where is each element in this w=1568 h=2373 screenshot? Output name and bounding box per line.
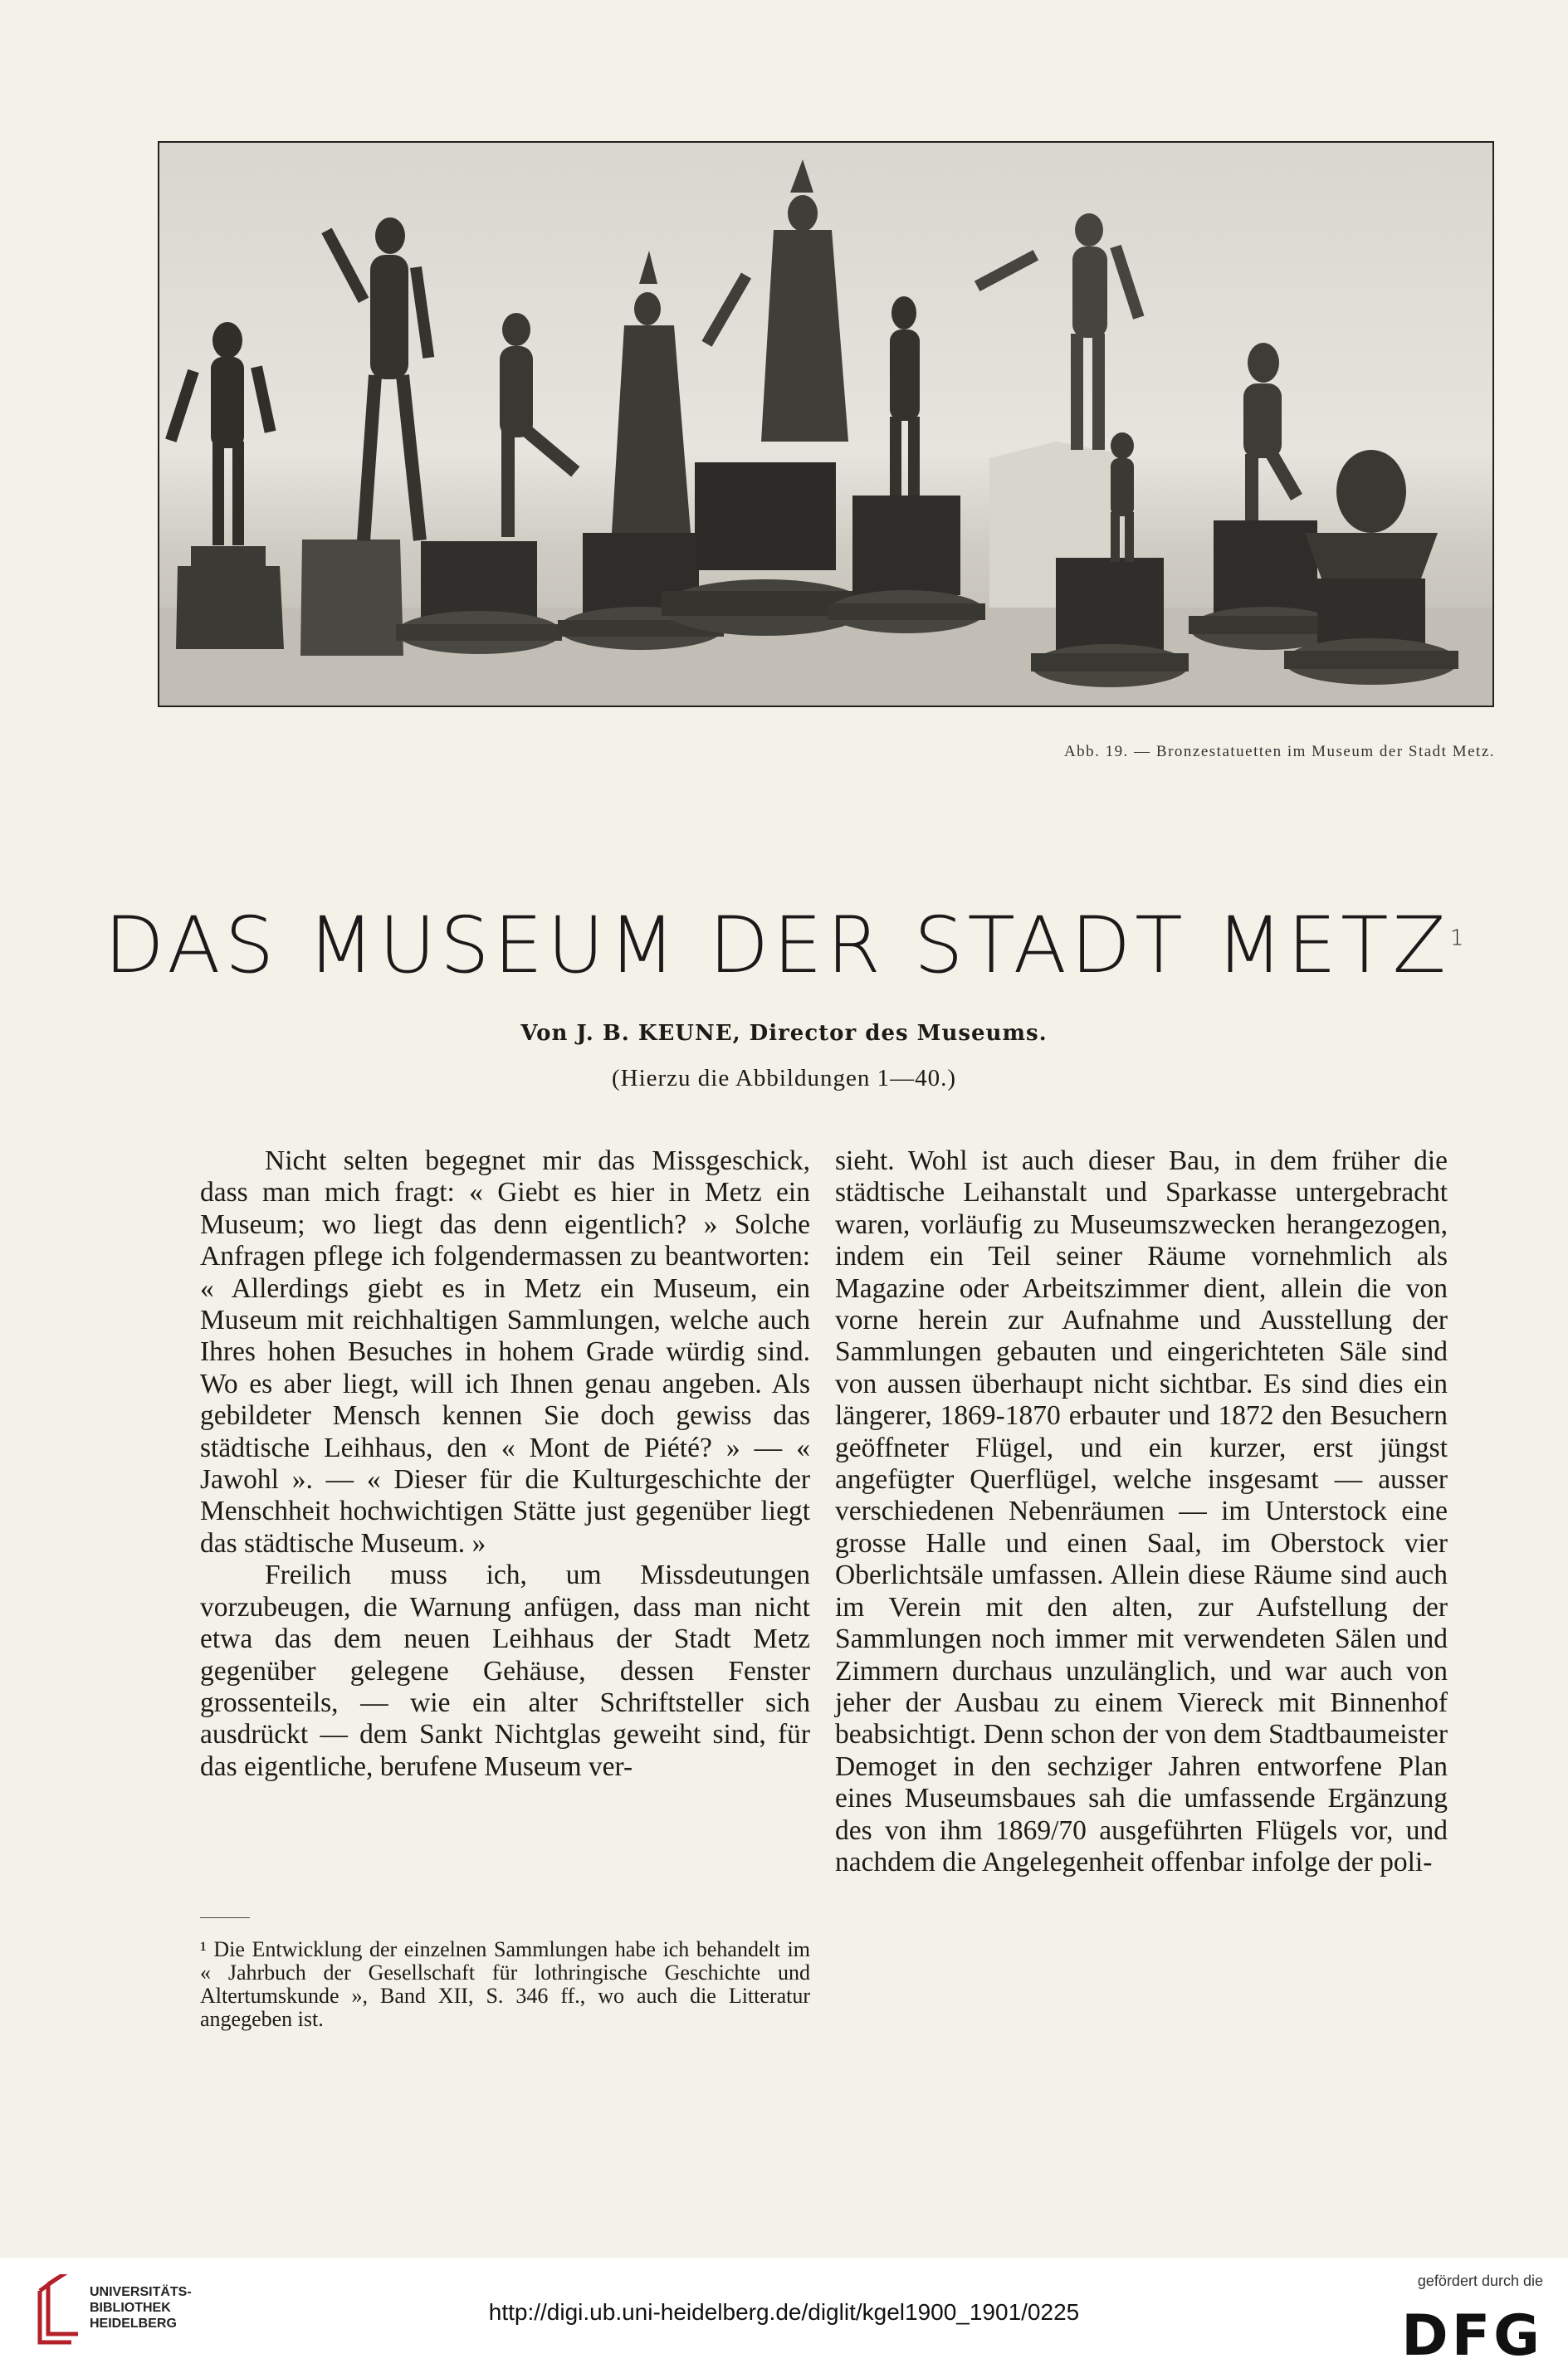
footnote: ¹ Die Entwicklung der einzelnen Sammlungen habe ich behandelt im « Jahrbuch der Gesellschaft für lothringische Geschichte und Altertumskunde », Band XII, S. 346 ff., wo auch die Litteratur angegeben ist.	[200, 1937, 810, 2031]
library-line: BIBLIOTHEK	[90, 2301, 171, 2315]
article-title	[0, 901, 1568, 991]
paragraph: Freilich muss ich, um Missdeutungen vorzubeugen, die Warnung anfügen, dass man nicht etwa das dem neuen Leihhaus der Stadt Metz gegenüber gelegene Gehäuse, dessen Fenster grossenteils, — wie ein alter Schriftsteller sich ausdrückt — dem Sankt Nichtglas geweiht sind, für das eigentliche, berufene Museum ver-	[200, 1560, 810, 1782]
paragraph: Nicht selten begegnet mir das Missgeschick, dass man mich fragt: « Giebt es hier in Metz ein Museum; wo liegt das denn eigentlich? » Solche Anfragen pflege ich folgendermassen zu beantworten: « Allerdings giebt es in Metz ein Museum, ein Museum mit reichhaltigen Sammlungen, welche auch Ihres hohen Besuches in hohem Grade würdig sind. Wo es aber liegt, will ich Ihnen genau angeben. Als gebildeter Mensch kennen Sie doch gewiss das städtische Leihhaus, den « Mont de Piété? » — « Jawohl ». — « Dieser für die Kulturgeschichte der Menschheit hochwichtigen Stätte just gegenüber liegt das städtische Museum. »	[200, 1145, 810, 1559]
paragraph: sieht. Wohl ist auch dieser Bau, in dem früher die städtische Leihanstalt und Sparkasse untergebracht waren, vorläufig zu Museumszwecken herangezogen, indem ein Teil seiner Räume vornehmlich als Magazine oder Arbeitszimmer dient, allein die von vorne herein zur Aufnahme und Ausstellung der Sammlungen gebauten und eingerichteten Säle sind von aussen überhaupt nicht sichtbar. Es sind dies ein längerer, 1869-1870 erbauter und 1872 den Besuchern geöffneter Flügel, und ein kurzer, erst jüngst angefügter Querflügel, welche insgesamt — ausser verschiedenen Nebenräumen — im Unterstock eine grosse Halle und einen Saal, im Oberstock vier Oberlichtsäle umfassen. Allein diese Räume sind auch im Verein mit den alten, zur Aufstellung der Sammlungen noch immer mit verwendeten Sälen und Zimmern durchaus unzulänglich, und war auch von jeher der Ausbau zu einem Viereck mit Binnenhof beabsichtigt. Denn schon der von dem Stadtbaumeister Demoget in den sechziger Jahren entworfene Plan eines Museumsbaues sah die umfassende Ergänzung des von ihm 1869/70 ausgeführten Flügels vor, und nachdem die Angelegenheit offenbar infolge der poli-	[835, 1145, 1448, 1877]
text-column-right	[835, 1145, 1448, 1878]
bronze-statuettes-image	[159, 143, 1492, 706]
source-url-link[interactable]: http://digi.ub.uni-heidelberg.de/diglit/kgel1900_1901/0225	[488, 2299, 1080, 2325]
library-line: HEIDELBERG	[90, 2317, 177, 2331]
dfg-logo: DFG	[1401, 2303, 1543, 2369]
footnote-marker: 1	[1449, 925, 1464, 951]
funding-note: gefördert durch die	[1417, 2273, 1543, 2289]
figure-caption: Abb. 19. — Bronzestatuetten im Museum der Stadt Metz.	[1063, 743, 1495, 760]
article-byline: Von J. B. KEUNE, Director des Museums.	[520, 1021, 1048, 1046]
article-subline: (Hierzu die Abbildungen 1—40.)	[612, 1065, 956, 1091]
statuettes-photograph	[158, 141, 1494, 707]
article-title-text: DAS MUSEUM DER STADT METZ	[104, 901, 1450, 991]
text-column-left	[200, 1145, 810, 1783]
library-line: UNIVERSITÄTS-	[90, 2285, 192, 2299]
footnote-rule	[200, 1917, 250, 1918]
